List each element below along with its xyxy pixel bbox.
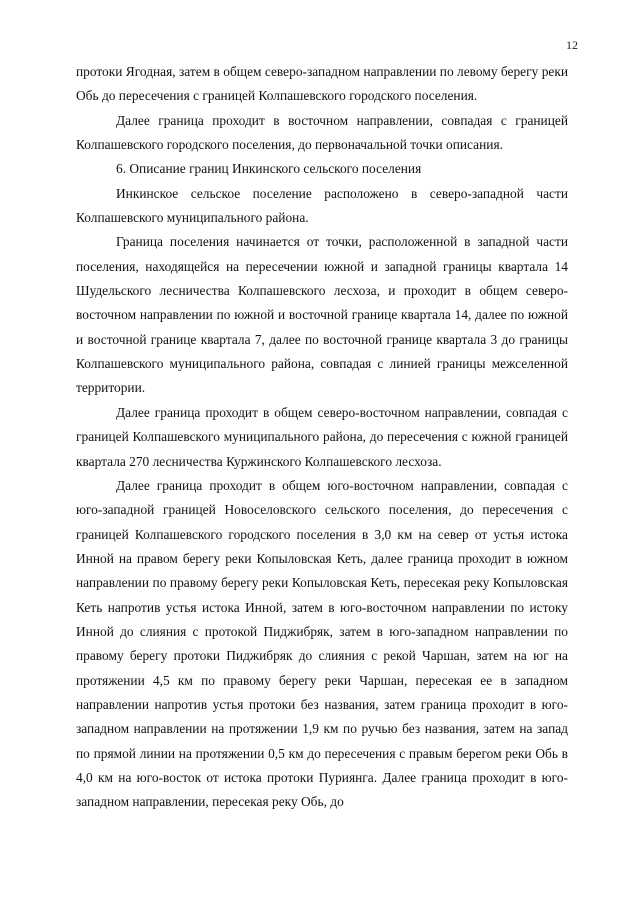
paragraph: Далее граница проходит в восточном направлении, совпадая с границей Колпашевского городского поселения, до первоначальной точки описания. [76, 112, 568, 153]
document-body [76, 60, 568, 815]
paragraph: Инкинское сельское поселение расположено в северо-западной части Колпашевского муниципального района. [76, 185, 568, 226]
paragraph-continuation: протоки Ягодная, затем в общем северо-западном направлении по левому берегу реки Обь до пересечения с границей Колпашевского городского поселения. [76, 64, 568, 104]
page-number: 12 [566, 38, 578, 52]
section-heading: 6. Описание границ Инкинского сельского поселения [116, 161, 422, 177]
paragraph: Граница поселения начинается от точки, расположенной в западной части поселения, находящейся на пересечении южной и западной границы квартала 14 Шудельского лесничества Колпашевского лесхоза, и проходит в общем северо-восточном направлении по южной и восточной границе квартала 14, далее по южной и восточной границе квартала 7, далее по восточной границе квартала 3 до границы Колпашевского муниципального района, совпадая с линией границы межселенной территории. [76, 234, 568, 396]
paragraph: Далее граница проходит в общем северо-восточном направлении, совпадая с границей Колпашевского муниципального района, до пересечения с южной границей квартала 270 лесничества Куржинского Колпашевского лесхоза. [76, 404, 568, 469]
paragraph: Далее граница проходит в общем юго-восточном направлении, совпадая с юго-западной границей Новоселовского сельского поселения, до пересечения с границей Колпашевского городского поселения в 3,0 км на север от устья истока Инной на правом берегу реки Копыловская Кеть, далее граница проходит в южном направлении по правому берегу реки Копыловская Кеть, пересекая реку Копыловская Кеть напротив устья истока Инной, затем в юго-восточном направлении по истоку Инной до слияния с протокой Пиджибряк, затем в юго-западном направлении по правому берегу протоки Пиджибряк до слияния с рекой Чаршан, затем на юг на протяжении 4,5 км по правому берегу реки Чаршан, пересекая ее в западном направлении напротив устья протоки без названия, затем граница проходит в юго-западном направлении на протяжении 1,9 км по ручью без названия, затем на запад по прямой линии на протяжении 0,5 км до пересечения с правым берегом реки Обь в 4,0 км на юго-восток от истока протоки Пуриянга. Далее граница проходит в юго-западном направлении, пересекая реку Обь, до [76, 477, 568, 810]
